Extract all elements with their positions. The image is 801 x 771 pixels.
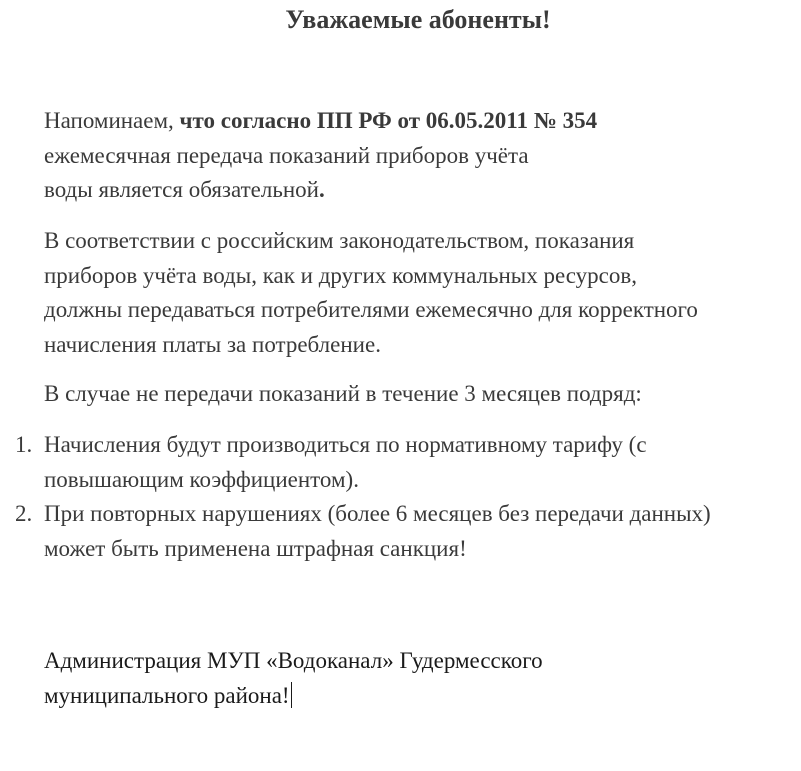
law-line-2: приборов учёта воды, как и других коммунальных ресурсов, [44,262,637,288]
list-item: 1. Начисления будут производиться по нормативному тарифу (с повышающим коэффициентом). [0,428,801,497]
law-line-1: В соответствии с российским законодательством, показания [44,228,635,253]
document-title: Уважаемые абоненты! [285,5,551,34]
regulation-reference: что согласно ПП РФ от 06.05.2011 № 354 [179,108,598,133]
consequences-intro: В случае не передачи показаний в течение 3 месяцев подряд: [44,381,642,406]
text-cursor [291,682,292,708]
list-item: 2. При повторных нарушениях (более 6 месяцев без передачи данных) может быть применена штрафная санкция! [0,497,801,566]
signature-block[interactable] [44,644,744,713]
law-line-3: должны передаваться потребителями ежемесячно для корректного [44,297,698,322]
reminder-line-2: ежемесячная передача показаний приборов учёта [44,142,529,168]
list-item-number: 1. [15,432,33,457]
law-line-4: начисления платы за потребление. [44,331,381,357]
signature-line-2: муниципального района! [44,682,290,708]
reminder-line-3: воды является обязательной. [44,177,325,202]
consequences-list [0,428,801,566]
reminder-line-1 [44,104,801,139]
law-paragraph [44,224,801,362]
reminder-intro: Напоминаем, [44,108,180,133]
list-item-number: 2. [15,501,33,526]
signature-line-1: Администрация МУП «Водоканал» Гудермесского [44,648,543,673]
reminder-paragraph [44,104,801,208]
